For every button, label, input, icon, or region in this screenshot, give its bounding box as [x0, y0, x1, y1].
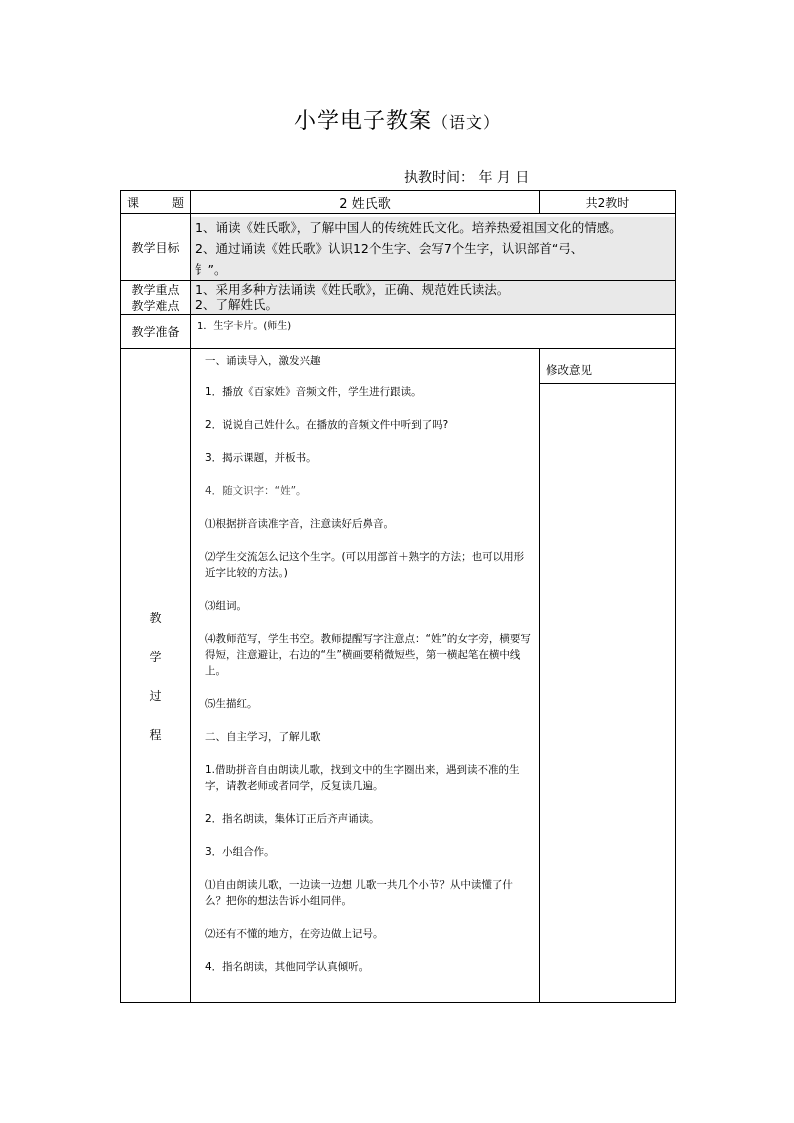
goals-label: 教学目标: [121, 214, 191, 281]
key-label-b: 教学难点: [131, 298, 180, 313]
process-line: 4．随文识字：“姓”。: [205, 485, 307, 497]
process-content: [191, 349, 540, 1003]
process-line: 2．说说自己姓什么。在播放的音频文件中听到了吗?: [205, 419, 449, 431]
key-line-2: 2、了解姓氏。: [195, 297, 278, 312]
topic-label: [121, 191, 191, 214]
process-line: ⑵还有不懂的地方，在旁边做上记号。: [205, 928, 384, 940]
process-line: ⑶组词。: [205, 600, 247, 612]
process-char-3: 过: [149, 688, 162, 703]
goal-line-1: 1、诵读《姓氏歌》，了解中国人的传统姓氏文化。培养热爱祖国文化的情感。: [191, 217, 675, 238]
process-line: 二、自主学习，了解儿歌: [205, 731, 321, 743]
goal-line-3: 钅”。: [191, 259, 675, 280]
key-label-a: 教学重点: [131, 282, 180, 297]
key-points-content: [191, 281, 676, 315]
topic-hours: 共2教时: [540, 191, 676, 214]
process-line: ⑴自由朗读儿歌，一边读一边想 儿歌一共几个小节？从中读懂了什么？把你的想法告诉小组同伴。: [205, 879, 513, 907]
process-line: 1.借助拼音自由朗读儿歌，找到文中的生字圈出来，遇到读不准的生字，请教老师或者同学，反复读几遍。: [205, 764, 520, 792]
process-line: 3．小组合作。: [205, 846, 275, 858]
process-line: ⑷教师范写，学生书空。教师提醒写字注意点：“姓”的女字旁，横要写得短，注意避让，右边的“生”横画要稍微短些，第一横起笔在横中线上。: [205, 633, 531, 677]
goals-content: [191, 214, 676, 281]
goal-line-2: 2、通过诵读《姓氏歌》认识12个生字、会写7个生字，认识部首“弓、: [191, 238, 675, 259]
topic-label-a: 课: [127, 195, 140, 210]
row-process: [121, 349, 676, 1003]
process-line: ⑴根据拼音读准字音，注意读好后鼻音。: [205, 518, 394, 530]
process-char-4: 程: [149, 727, 162, 742]
process-char-1: 教: [149, 610, 162, 625]
title-main: 小学电子教案: [293, 109, 432, 134]
page-title: [0, 104, 794, 135]
row-goals: [121, 214, 676, 281]
process-label: [121, 349, 191, 1003]
key-line-1: 1、采用多种方法诵读《姓氏歌》，正确、规范姓氏读法。: [195, 282, 510, 297]
key-points-label: [121, 281, 191, 315]
prep-label: 教学准备: [121, 315, 191, 349]
remarks-column: [540, 349, 676, 1003]
process-line: 2．指名朗读，集体订正后齐声诵读。: [205, 813, 380, 825]
process-char-2: 学: [149, 649, 162, 664]
title-subtitle: （语文）: [432, 113, 501, 132]
prep-content: 1．生字卡片。(师生): [191, 315, 676, 349]
topic-value: 2 姓氏歌: [191, 191, 540, 214]
lesson-plan-table: [120, 190, 676, 1003]
row-key-points: [121, 281, 676, 315]
row-prep: [121, 315, 676, 349]
process-line: 一、诵读导入，激发兴趣: [205, 355, 321, 367]
process-line: 3．揭示课题，并板书。: [205, 452, 317, 464]
row-topic: [121, 191, 676, 214]
topic-label-b: 题: [171, 195, 184, 210]
process-line: ⑸生描红。: [205, 698, 258, 710]
process-line: ⑵学生交流怎么记这个生字。(可以用部首＋熟字的方法；也可以用形近字比较的方法。): [205, 551, 525, 579]
remarks-label: 修改意见: [540, 357, 675, 384]
process-line: 4．指名朗读，其他同学认真倾听。: [205, 961, 370, 973]
process-line: 1．播放《百家姓》音频文件，学生进行跟读。: [205, 386, 422, 398]
teaching-date: 执教时间： 年 月 日: [404, 170, 530, 186]
